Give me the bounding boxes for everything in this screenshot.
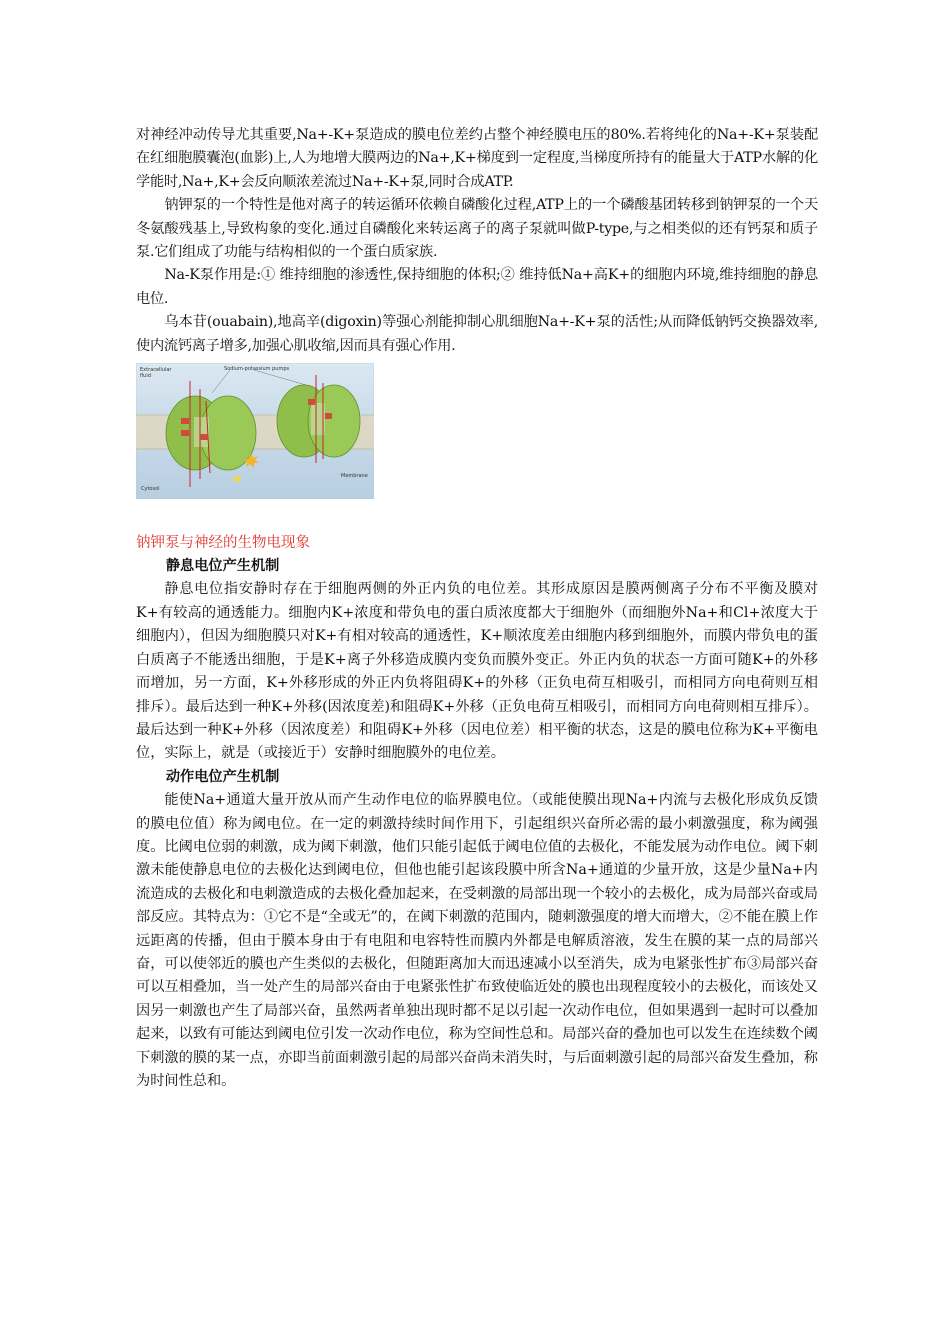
sodium-potassium-pump-figure bbox=[136, 363, 374, 499]
paragraph-cardiac-glycosides: 乌本苷(ouabain),地高辛(digoxin)等强心剂能抑制心肌细胞Na+-K+泵的活性;从而降低钠钙交换器效率,使内流钙离子增多,加强心肌收缩,因而具有强心作用. bbox=[136, 314, 818, 354]
paragraph-autophosphorylation: 钠钾泵的一个特性是他对离子的转运循环依赖自磷酸化过程,ATP上的一个磷酸基团转移到钠钾泵的一个天冬氨酸残基上,导致构象的变化.通过自磷酸化来转运离子的离子泵就叫做P-type,与之相类似的还有钙泵和质子泵.它们组成了功能与结构相似的一个蛋白质家族. bbox=[136, 197, 818, 261]
paragraph-action-potential: 能使Na+通道大量开放从而产生动作电位的临界膜电位。（或能使膜出现Na+内流与去极化形成负反馈的膜电位值）称为阈电位。在一定的刺激持续时间作用下，引起组织兴奋所必需的最小刺激强度，称为阈强度。比阈电位弱的刺激，成为阈下刺激，他们只能引起低于阈电位值的去极化，不能发展为动作电位。阈下刺激未能使静息电位的去极化达到阈电位，但他也能引起该段膜中所含Na+通道的少量开放，这是少量Na+内流造成的去极化和电刺激造成的去极化叠加起来，在受刺激的局部出现一个较小的去极化，成为局部兴奋或局部反应。其特点为：①它不是“全或无”的，在阈下刺激的范围内，随刺激强度的增大而增大，②不能在膜上作远距离的传播，但由于膜本身由于有电阻和电容特性而膜内外都是电解质溶液，发生在膜的某一点的局部兴奋，可以使邻近的膜也产生类似的去极化，但随距离加大而迅速减小以至消失，成为电紧张性扩布③局部兴奋可以互相叠加，当一处产生的局部兴奋由于电紧张性扩布致使临近处的膜也出现程度较小的去极化，而该处又因另一刺激也产生了局部兴奋，虽然两者单独出现时都不足以引起一次动作电位，但如果遇到一起时可以叠加起来，以致有可能达到阈电位引发一次动作电位，称为空间性总和。局部兴奋的叠加也可以发生在连续数个阈下刺激的膜的某一点，亦即当前面刺激引起的局部兴奋尚未消失时，与后面刺激引起的局部兴奋发生叠加，称为时间性总和。 bbox=[136, 792, 818, 1089]
document-page bbox=[136, 124, 818, 1093]
paragraph-pump-voltage: 对神经冲动传导尤其重要,Na+-K+泵造成的膜电位差约占整个神经膜电压的80%.若将纯化的Na+-K+泵装配在红细胞膜囊泡(血影)上,人为地增大膜两边的Na+,K+梯度到一定程度,当梯度所持有的能量大于ATP水解的化学能时,Na+,K+会反向顺浓差流过Na+-K+泵,同时合成ATP. bbox=[136, 127, 818, 190]
label-membrane: Membrane bbox=[341, 473, 368, 480]
label-extracellular-fluid: Extracellular fluid bbox=[140, 367, 172, 380]
label-sodium-potassium-pumps: Sodium-potassium pumps bbox=[224, 366, 290, 373]
paragraph-resting-potential: 静息电位指安静时存在于细胞两侧的外正内负的电位差。其形成原因是膜两侧离子分布不平衡及膜对K+有较高的通透能力。细胞内K+浓度和带负电的蛋白质浓度都大于细胞外（而细胞外Na+和Cl+浓度大于细胞内），但因为细胞膜只对K+有相对较高的通透性，K+顺浓度差由细胞内移到细胞外，而膜内带负电的蛋白质离子不能透出细胞，于是K+离子外移造成膜内变负而膜外变正。外正内负的状态一方面可随K+的外移而增加，另一方面，K+外移形成的外正内负将阻碍K+的外移（正负电荷互相吸引，而相同方向电荷则互相排斥）。最后达到一种K+外移(因浓度差)和阻碍K+外移（正负电荷互相吸引，而相同方向电荷则相互排斥）。最后达到一种K+外移（因浓度差）和阻碍K+外移（因电位差）相平衡的状态，这是的膜电位称为K+平衡电位，实际上，就是（或接近于）安静时细胞膜外的电位差。 bbox=[136, 581, 818, 762]
pump-diagram bbox=[136, 363, 374, 499]
paragraph-pump-function: Na-K泵作用是:① 维持细胞的渗透性,保持细胞的体积;② 维持低Na+高K+的细胞内环境,维持细胞的静息电位. bbox=[136, 267, 818, 307]
subsection-title-resting-potential: 静息电位产生机制 bbox=[165, 558, 280, 575]
section-title: 钠钾泵与神经的生物电现象 bbox=[136, 535, 310, 552]
subsection-title-action-potential: 动作电位产生机制 bbox=[165, 768, 280, 785]
label-cytosol: Cytosol bbox=[141, 486, 160, 493]
